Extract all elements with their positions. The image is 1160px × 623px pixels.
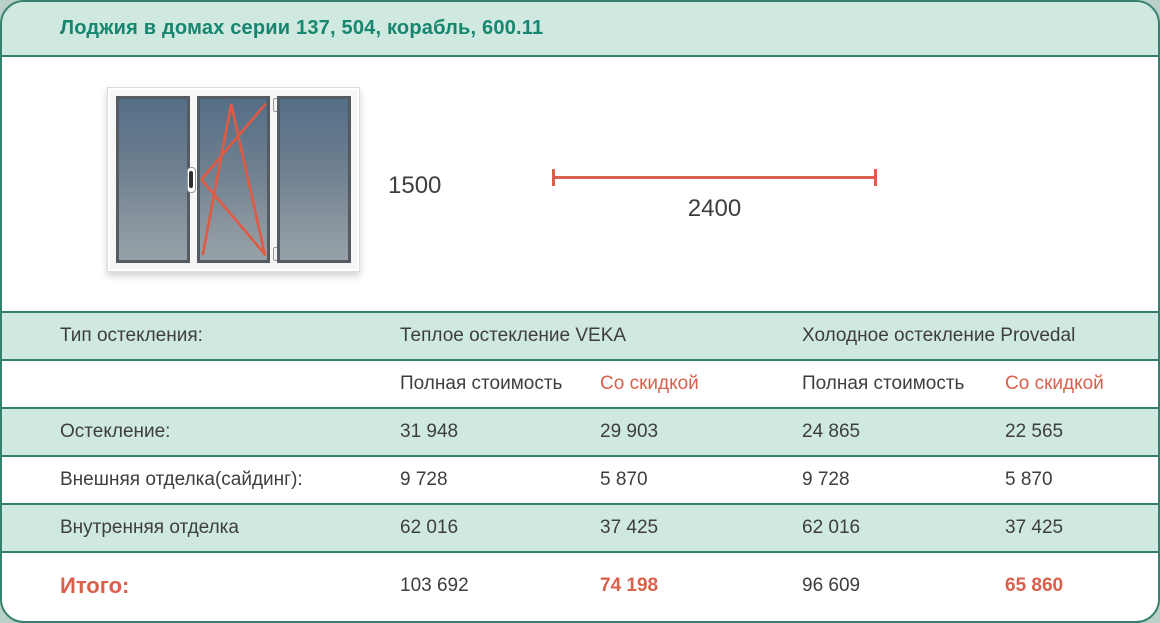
discount-header-warm: Со скидкой xyxy=(600,373,699,394)
total-value: 96 609 xyxy=(802,575,861,596)
glazing-type-row xyxy=(2,311,1158,359)
warm-glazing-header: Теплое остекление VEKA xyxy=(400,325,627,346)
width-dimension-line xyxy=(552,169,877,186)
cell-value: 29 903 xyxy=(600,421,659,442)
window-pane-middle xyxy=(197,96,271,263)
cell-value: 37 425 xyxy=(1005,517,1064,538)
total-value: 103 692 xyxy=(400,575,469,596)
table-row-exterior-finish xyxy=(2,455,1158,503)
row-label: Остекление: xyxy=(60,421,171,442)
total-discount-value: 65 860 xyxy=(1005,575,1064,596)
table-row-interior-finish xyxy=(2,503,1158,551)
total-label: Итого: xyxy=(60,573,130,598)
cell-value: 22 565 xyxy=(1005,421,1064,442)
full-price-header-warm: Полная стоимость xyxy=(400,373,563,394)
total-row xyxy=(2,551,1158,619)
cell-value: 9 728 xyxy=(400,469,448,490)
cell-value: 24 865 xyxy=(802,421,861,442)
full-price-header-cold: Полная стоимость xyxy=(802,373,965,394)
page-title: Лоджия в домах серии 137, 504, корабль, 600.11 xyxy=(60,17,544,39)
total-discount-value: 74 198 xyxy=(600,575,659,596)
type-label: Тип остекления: xyxy=(60,325,203,346)
height-dimension-label: 1500 xyxy=(388,172,442,199)
table-row-glazing xyxy=(2,407,1158,455)
width-dimension-label: 2400 xyxy=(687,195,742,222)
dimension-bar xyxy=(552,176,877,179)
title-bar xyxy=(2,2,1158,57)
row-label: Внутренняя отделка xyxy=(60,517,239,538)
window-pane-left xyxy=(116,96,190,263)
discount-header-cold: Со скидкой xyxy=(1005,373,1104,394)
cost-type-row xyxy=(2,359,1158,407)
window-illustration xyxy=(107,87,360,272)
cell-value: 9 728 xyxy=(802,469,850,490)
cell-value: 62 016 xyxy=(802,517,861,538)
window-handle-bar xyxy=(189,171,193,188)
pricing-table xyxy=(2,311,1158,619)
cell-value: 31 948 xyxy=(400,421,459,442)
tilt-turn-symbol xyxy=(200,99,268,260)
row-label: Внешняя отделка(сайдинг): xyxy=(60,469,303,490)
cell-value: 62 016 xyxy=(400,517,459,538)
cell-value: 37 425 xyxy=(600,517,659,538)
glass-left xyxy=(116,96,190,263)
cell-value: 5 870 xyxy=(600,469,648,490)
window-section xyxy=(2,57,1158,311)
cell-value: 5 870 xyxy=(1005,469,1053,490)
dimension-tick-right xyxy=(874,169,877,186)
window-pane-right xyxy=(277,96,351,263)
window-handle-icon xyxy=(187,167,196,193)
cold-glazing-header: Холодное остекление Provedal xyxy=(802,325,1076,346)
glass-right xyxy=(277,96,351,263)
